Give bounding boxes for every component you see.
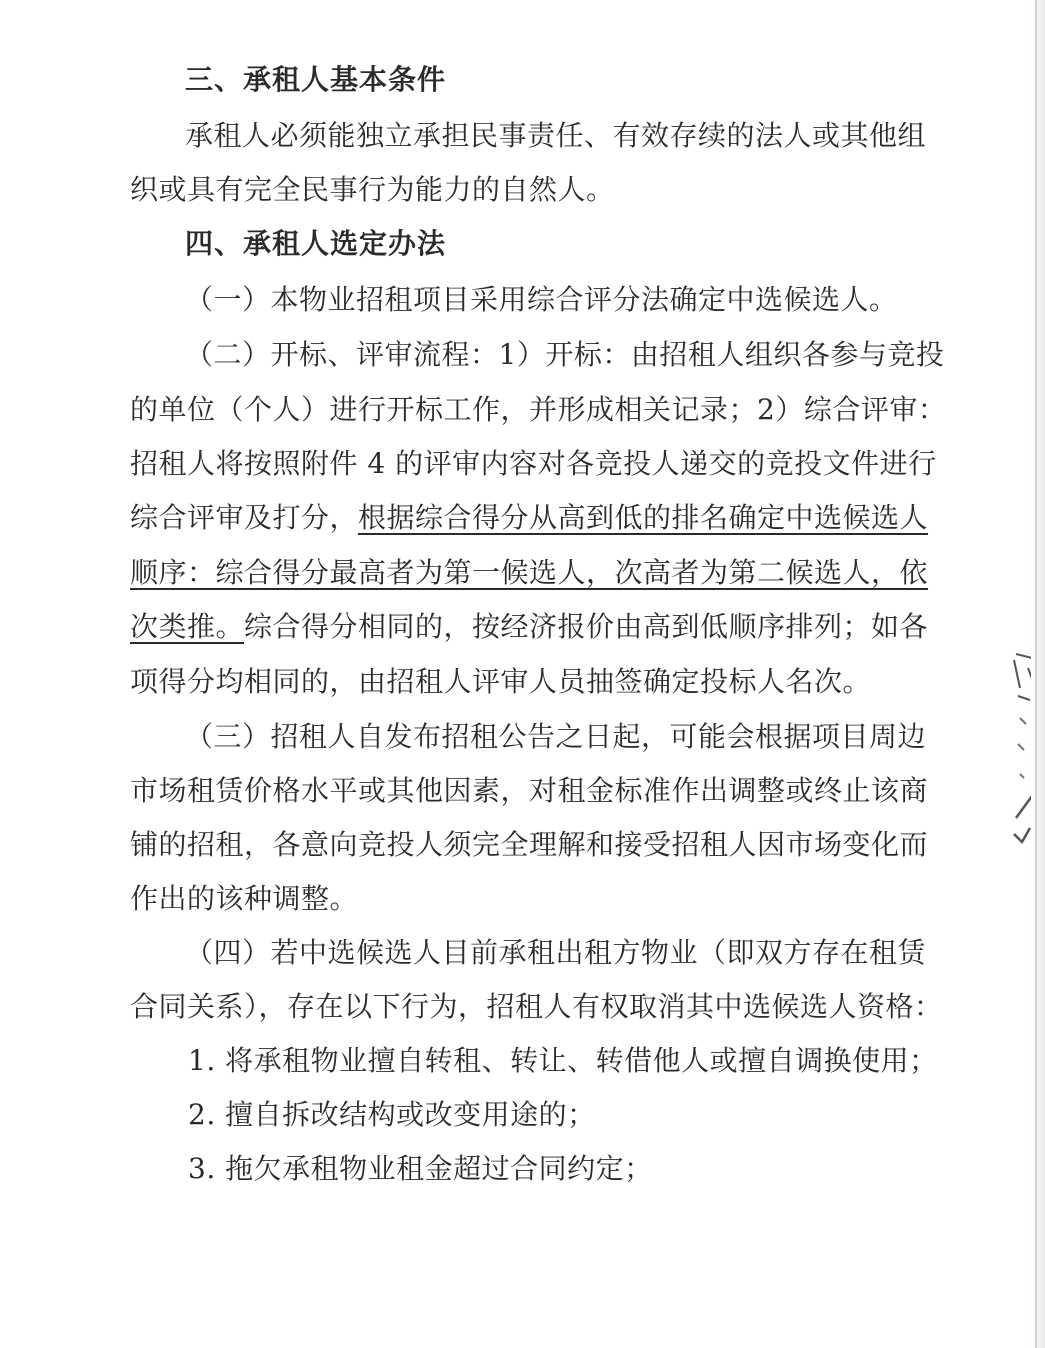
section-4-item-3-line: （三）招租人自发布招租公告之日起，可能会根据项目周边	[185, 720, 927, 753]
section-3-paragraph-line: 织或具有完全民事行为能力的自然人。	[130, 173, 615, 206]
section-4-item-3-line: 市场租赁价格水平或其他因素，对租金标准作出调整或终止该商	[130, 774, 929, 807]
section-4-item-3-line: 作出的该种调整。	[130, 882, 359, 915]
section-4-item-2-underlined-line: 顺序：综合得分最高者为第一候选人，次高者为第二候选人，依	[130, 556, 929, 589]
section-4-item-2-line: （二）开标、评审流程：1）开标：由招租人组织各参与竞投	[185, 338, 945, 371]
underlined-text: 次类推。	[130, 610, 245, 643]
section-3-heading: 三、承租人基本条件	[185, 63, 447, 96]
section-4-item-4-subitem: 1. 将承租物业擅自转租、转让、转借他人或擅自调换使用；	[188, 1044, 938, 1077]
page-edge-line	[1035, 0, 1037, 1348]
section-4-item-2-line	[130, 609, 929, 645]
section-4-item-1: （一）本物业招租项目采用综合评分法确定中选候选人。	[185, 283, 898, 316]
section-4-item-4-line: 合同关系），存在以下行为，招租人有权取消其中选候选人资格：	[130, 990, 943, 1023]
section-4-item-2-line	[130, 500, 929, 536]
section-4-item-4-subitem: 2. 擅自拆改结构或改变用途的；	[188, 1098, 596, 1131]
section-4-item-4-line: （四）若中选候选人目前承租出租方物业（即双方存在租赁	[185, 936, 927, 969]
section-4-item-2-line: 招租人将按照附件 4 的评审内容对各竞投人递交的竞投文件进行	[130, 447, 937, 480]
section-4-item-2-line: 的单位（个人）进行开标工作，并形成相关记录；2）综合评审：	[130, 393, 947, 426]
underlined-text: 根据综合得分从高到低的排名确定中选候选人	[358, 501, 929, 534]
section-4-item-2-line: 项得分均相同的，由招租人评审人员抽签确定投标人名次。	[130, 665, 872, 698]
plain-text: 综合评审及打分，	[130, 501, 359, 534]
section-3-paragraph-line: 承租人必须能独立承担民事责任、有效存续的法人或其他组	[185, 119, 927, 152]
section-4-item-3-line: 铺的招租，各意向竞投人须完全理解和接受招租人因市场变化而	[130, 828, 929, 861]
plain-text: 综合得分相同的，按经济报价由高到低顺序排列；如各	[244, 610, 929, 643]
section-4-heading: 四、承租人选定办法	[185, 227, 447, 260]
page-edge-shadow	[1031, 0, 1045, 1348]
section-4-item-4-subitem: 3. 拖欠承租物业租金超过合同约定；	[188, 1152, 653, 1185]
